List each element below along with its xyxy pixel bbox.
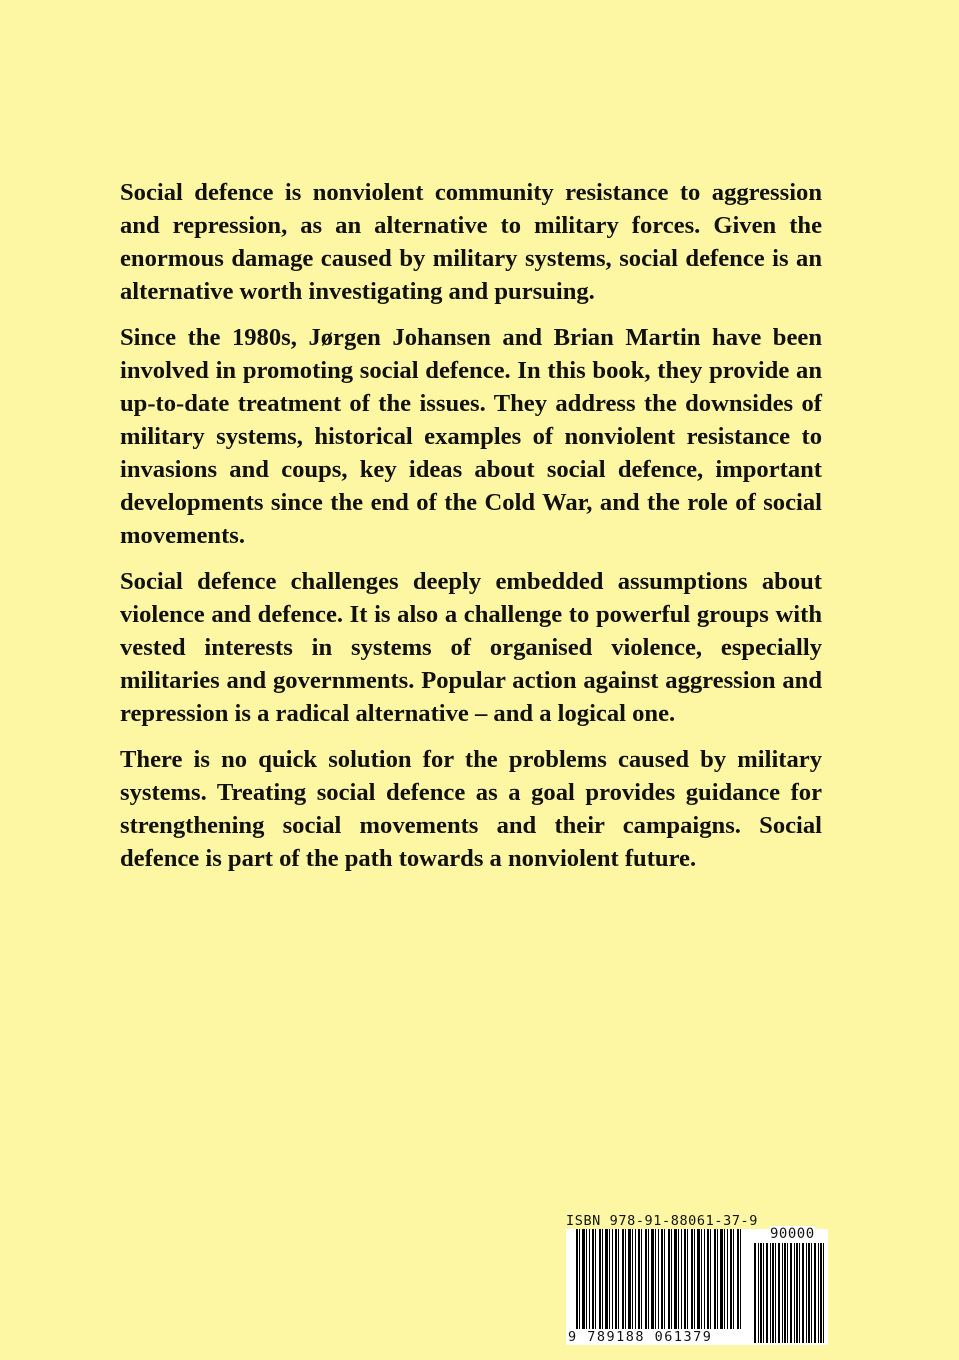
blurb-paragraph-4: There is no quick solution for the problems caused by military systems. Treating social defence as a goal provides guidance for strengthening social movements and their campaigns. Social defence is part of the path towards a nonviolent future. xyxy=(120,746,822,872)
back-cover-blurb xyxy=(120,176,822,888)
ean-barcode-bars xyxy=(576,1229,742,1329)
isbn-label: ISBN 978-91-88061-37-9 xyxy=(566,1213,759,1229)
blurb-paragraph-1: Social defence is nonviolent community resistance to aggression and repression, as an alternative to military forces. Given the enormous damage caused by military systems, social defence is an alternative worth investigating and pursuing. xyxy=(120,179,822,305)
isbn-barcode xyxy=(566,1213,828,1345)
price-addon-digits: 90000 xyxy=(770,1226,815,1242)
blurb-paragraph-3: Social defence challenges deeply embedded assumptions about violence and defence. It is also a challenge to powerful groups with vested interests in systems of organised violence, especially militaries and governments. Popular action against aggression and repression is a radical alternative – and a logical one. xyxy=(120,568,822,727)
price-addon-bars xyxy=(754,1243,826,1343)
blurb-paragraph-2: Since the 1980s, Jørgen Johansen and Brian Martin have been involved in promoting social defence. In this book, they provide an up-to-date treatment of the issues. They address the downsides of military systems, historical examples of nonviolent resistance to invasions and coups, key ideas about social defence, important developments since the end of the Cold War, and the role of social movements. xyxy=(120,324,822,549)
ean-digits: 9 789188 061379 xyxy=(568,1329,744,1345)
